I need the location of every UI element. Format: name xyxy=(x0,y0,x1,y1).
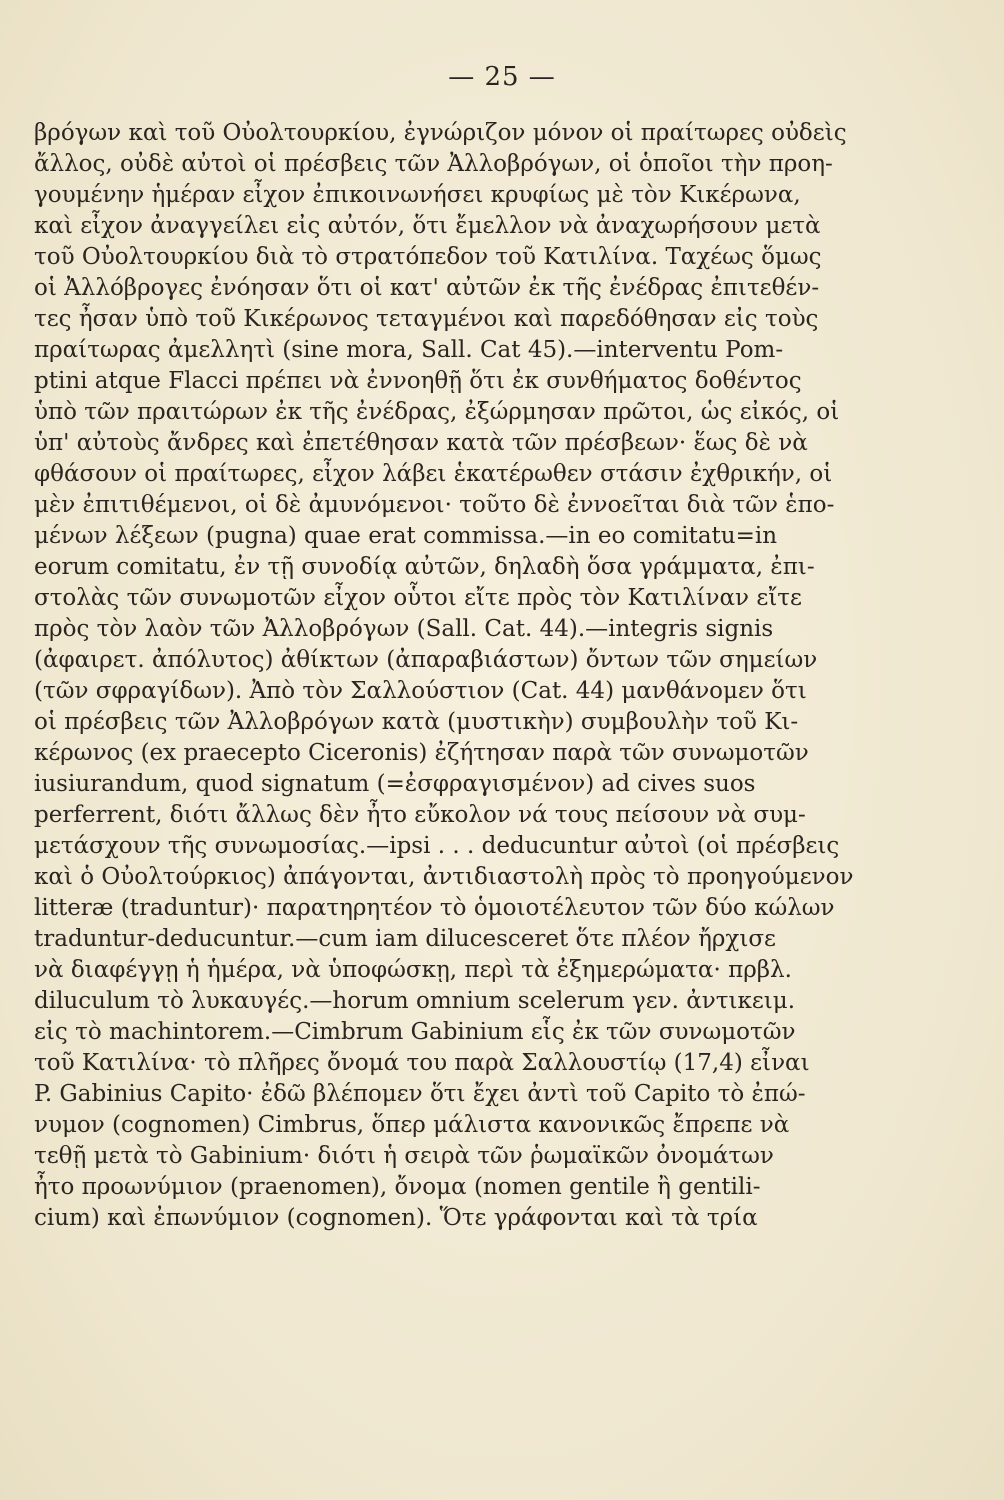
text-line: eorum comitatu, ἐν τῇ συνοδίᾳ αὐτῶν, δηλαδὴ ὅσα γράμματα, ἐπι- xyxy=(34,554,815,580)
text-line: καὶ ὁ Οὐολτούρκιος) ἀπάγονται, ἀντιδιαστολὴ πρὸς τὸ προηγούμενον xyxy=(34,864,854,890)
text-line: γουμένην ἡμέραν εἶχον ἐπικοινωνήσει κρυφίως μὲ τὸν Κικέρωνα, xyxy=(34,182,801,208)
text-line: νυμον (cognomen) Cimbrus, ὅπερ μάλιστα κανονικῶς ἔπρεπε νὰ xyxy=(34,1112,790,1138)
text-line: iusiurandum, quod signatum (=ἐσφραγισμένον) ad cives suos xyxy=(34,771,756,797)
text-line: traduntur-deducuntur.—cum iam dilucesceret ὅτε πλέον ἤρχισε xyxy=(34,926,776,952)
text-line: καὶ εἶχον ἀναγγείλει εἰς αὐτόν, ὅτι ἔμελλον νὰ ἀναχωρήσουν μετὰ xyxy=(34,213,821,239)
body-text xyxy=(34,118,884,1234)
page-number: — 25 — xyxy=(448,62,556,92)
text-line: ἄλλος, οὐδὲ αὐτοὶ οἱ πρέσβεις τῶν Ἀλλοβρόγων, οἱ ὁποῖοι τὴν προη- xyxy=(34,151,833,177)
text-line: cium) καὶ ἐπωνύμιον (cognomen). Ὅτε γράφονται καὶ τὰ τρία xyxy=(34,1205,758,1231)
text-line: κέρωνος (ex praecepto Ciceronis) ἐζήτησαν παρὰ τῶν συνωμοτῶν xyxy=(34,740,809,766)
text-line: μένων λέξεων (pugna) quae erat commissa.—in eo comitatu=in xyxy=(34,523,778,549)
text-line: ἦτο προωνύμιον (praenomen), ὄνομα (nomen gentile ἢ gentili- xyxy=(34,1174,761,1200)
text-line: πραίτωρας ἀμελλητὶ (sine mora, Sall. Cat 45).—interventu Pom- xyxy=(34,337,784,363)
text-line: μὲν ἐπιτιθέμενοι, οἱ δὲ ἀμυνόμενοι· τοῦτο δὲ ἐννοεῖται διὰ τῶν ἑπο- xyxy=(34,492,835,518)
text-line: litteræ (traduntur)· παρατηρητέον τὸ ὁμοιοτέλευτον τῶν δύο κώλων xyxy=(34,895,835,921)
text-line: P. Gabinius Capito· ἐδῶ βλέπομεν ὅτι ἔχει ἀντὶ τοῦ Capito τὸ ἐπώ- xyxy=(34,1081,806,1107)
text-line: (τῶν σφραγίδων). Ἀπὸ τὸν Σαλλούστιον (Cat. 44) μανθάνομεν ὅτι xyxy=(34,678,807,704)
text-line: οἱ Ἀλλόβρογες ἐνόησαν ὅτι οἱ κατ' αὐτῶν ἐκ τῆς ἐνέδρας ἐπιτεθέν- xyxy=(34,275,820,301)
text-line: τοῦ Οὐολτουρκίου διὰ τὸ στρατόπεδον τοῦ Κατιλίνα. Ταχέως ὅμως xyxy=(34,244,822,270)
text-line: τεθῇ μετὰ τὸ Gabinium· διότι ἡ σειρὰ τῶν ῥωμαϊκῶν ὀνομάτων xyxy=(34,1143,774,1169)
text-line: perferrent, διότι ἄλλως δὲν ἦτο εὔκολον νά τους πείσουν νὰ συμ- xyxy=(34,802,806,828)
text-line: βρόγων καὶ τοῦ Οὐολτουρκίου, ἐγνώριζον μόνον οἱ πραίτωρες οὐδεὶς xyxy=(34,120,847,146)
text-line: τοῦ Κατιλίνα· τὸ πλῆρες ὄνομά του παρὰ Σαλλουστίῳ (17,4) εἶναι xyxy=(34,1050,810,1076)
text-line: ὑπ' αὐτοὺς ἄνδρες καὶ ἐπετέθησαν κατὰ τῶν πρέσβεων· ἕως δὲ νὰ xyxy=(34,430,808,456)
text-line: εἰς τὸ machintorem.—Cimbrum Gabinium εἷς ἐκ τῶν συνωμοτῶν xyxy=(34,1019,796,1045)
text-line: τες ἦσαν ὑπὸ τοῦ Κικέρωνος τεταγμένοι καὶ παρεδόθησαν εἰς τοὺς xyxy=(34,306,819,332)
text-line: diluculum τὸ λυκαυγές.—horum omnium scelerum γεν. ἀντικειμ. xyxy=(34,988,796,1014)
text-line: μετάσχουν τῆς συνωμοσίας.—ipsi . . . deducuntur αὐτοὶ (οἱ πρέσβεις xyxy=(34,833,840,859)
text-line: οἱ πρέσβεις τῶν Ἀλλοβρόγων κατὰ (μυστικὴν) συμβουλὴν τοῦ Κι- xyxy=(34,709,799,735)
text-line: ptini atque Flacci πρέπει νὰ ἐννοηθῇ ὅτι ἐκ συνθήματος δοθέντος xyxy=(34,368,802,394)
text-line: στολὰς τῶν συνωμοτῶν εἶχον οὗτοι εἴτε πρὸς τὸν Κατιλίναν εἴτε xyxy=(34,585,802,611)
text-line: (ἀφαιρετ. ἀπόλυτος) ἀθίκτων (ἀπαραβιάστων) ὄντων τῶν σημείων xyxy=(34,647,818,673)
text-line: ὑπὸ τῶν πραιτώρων ἐκ τῆς ἐνέδρας, ἐξώρμησαν πρῶτοι, ὡς εἰκός, οἱ xyxy=(34,399,840,425)
text-line: πρὸς τὸν λαὸν τῶν Ἀλλοβρόγων (Sall. Cat. 44).—integris signis xyxy=(34,616,774,642)
text-line: νὰ διαφέγγῃ ἡ ἡμέρα, νὰ ὑποφώσκῃ, περὶ τὰ ἐξημερώματα· πρβλ. xyxy=(34,957,792,983)
text-line: φθάσουν οἱ πραίτωρες, εἶχον λάβει ἑκατέρωθεν στάσιν ἐχθρικήν, οἱ xyxy=(34,461,833,487)
